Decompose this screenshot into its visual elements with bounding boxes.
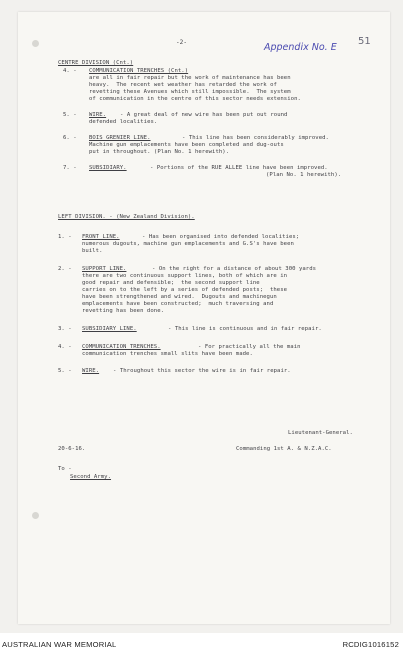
item-line: - Throughout this sector the wire is in fair repair. [113, 368, 291, 374]
item-line: defended localities. [89, 119, 158, 125]
item-number: 1. - [58, 234, 76, 240]
item-number: 4. - [63, 68, 81, 74]
item-number: 3. - [58, 326, 76, 332]
item-line: communication trenches small slits have been made. [82, 351, 253, 357]
section-heading-centre: CENTRE DIVISION (Cnt.) [58, 60, 134, 66]
item-line: of communication in the centre of this sector needs extension. [89, 96, 301, 102]
document-page [18, 12, 390, 624]
item-line: carries on to the left by a series of defended posts; these [82, 287, 288, 293]
item-title: COMMUNICATION TRENCHES (Cnt.) [89, 68, 189, 74]
addressee-to: To - [58, 466, 72, 472]
item-title: FRONT LINE. [82, 234, 120, 240]
item-line: numerous dugouts, machine gun emplacements and G.S's have been [82, 241, 294, 247]
signature-command: Commanding 1st A. & N.Z.A.C. [236, 446, 332, 452]
item-line: have been strengthened and wired. Dugouts and machinegun [82, 294, 277, 300]
item-number: 4. - [58, 344, 76, 350]
item-number: 5. - [63, 112, 81, 118]
item-line: are all in fair repair but the work of maintenance has been [89, 75, 291, 81]
page-number: -2- [176, 39, 187, 46]
item-title: WIRE. [89, 112, 107, 118]
item-line: - Portions of the RUE ALLEE line have been improved. [150, 165, 328, 171]
item-line: - This line has been considerably improved. [182, 135, 329, 141]
item-title: SUBSIDIARY LINE. [82, 326, 137, 332]
item-title: WIRE. [82, 368, 100, 374]
item-line: put in throughout. (Plan No. 1 herewith). [89, 149, 230, 155]
item-line: revetting these Avenues which still impossible. The system [89, 89, 291, 95]
item-line: there are two continuous support lines, both of which are in [82, 273, 288, 279]
item-number: 5. - [58, 368, 76, 374]
item-line: built. [82, 248, 103, 254]
item-line: - Has been organised into defended localities; [142, 234, 300, 240]
signature-date: 20-6-16. [58, 446, 86, 452]
item-line: - On the right for a distance of about 300 yards [152, 266, 317, 272]
item-line: (Plan No. 1 herewith). [266, 172, 342, 178]
footer-record-id: RCDIG1016152 [342, 640, 399, 649]
item-title: SUPPORT LINE. [82, 266, 127, 272]
item-line: heavy. The recent wet weather has retarded the work of [89, 82, 277, 88]
appendix-annotation: Appendix No. E [264, 42, 337, 53]
punch-hole-top [32, 40, 39, 47]
addressee-name: Second Army. [70, 474, 112, 480]
item-title: SUBSIDIARY. [89, 165, 127, 171]
item-title: COMMUNICATION TRENCHES. [82, 344, 161, 350]
section-heading-left: LEFT DIVISION. - (New Zealand Division). [58, 214, 195, 220]
item-line: revetting has been done. [82, 308, 165, 314]
item-title: BOIS GRENIER LINE. [89, 135, 151, 141]
item-number: 2. - [58, 266, 76, 272]
folio-number: 51 [358, 36, 371, 47]
item-line: good repair and defensible; the second support line [82, 280, 260, 286]
signature-rank: Lieutenant-General. [288, 430, 353, 436]
item-line: emplacements have been constructed; much traversing and [82, 301, 274, 307]
item-line: - For practically all the main [198, 344, 301, 350]
item-line: - A great deal of new wire has been put out round [120, 112, 288, 118]
item-number: 7. - [63, 165, 81, 171]
item-number: 6. - [63, 135, 81, 141]
footer-archive-name: AUSTRALIAN WAR MEMORIAL [2, 640, 117, 649]
item-line: - This line is continuous and in fair repair. [168, 326, 322, 332]
item-line: Machine gun emplacements have been completed and dug-outs [89, 142, 284, 148]
punch-hole-bottom [32, 512, 39, 519]
